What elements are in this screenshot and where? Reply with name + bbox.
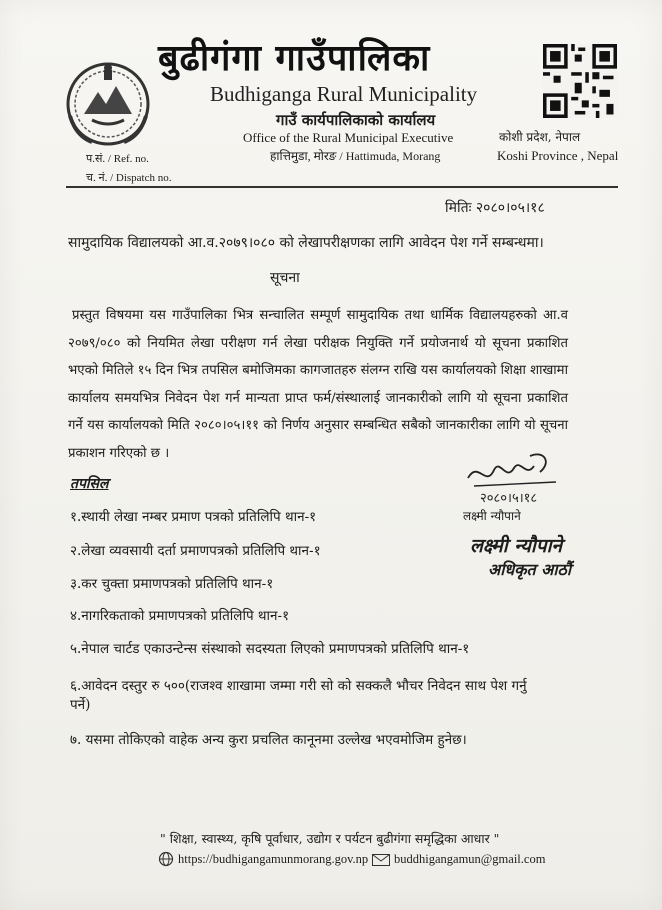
list-item: ३.कर चुक्ता प्रमाणपत्रको प्रतिलिपि थान-१ xyxy=(70,576,274,592)
list-heading: तपसिल xyxy=(70,476,109,492)
office-title-np: गाउँ कार्यपालिकाको कार्यालय xyxy=(276,111,436,129)
ref-number-label: प.सं. / Ref. no. xyxy=(86,153,149,165)
header-divider xyxy=(66,186,618,188)
nepal-emblem-icon xyxy=(62,56,154,148)
qr-code-icon[interactable] xyxy=(543,44,617,118)
globe-icon xyxy=(158,851,174,867)
stamp-designation: अधिकृत आठौं xyxy=(488,560,571,579)
footer-email-link[interactable]: buddhigangamun@gmail.com xyxy=(394,852,546,866)
province-en: Koshi Province , Nepal xyxy=(497,148,619,163)
municipality-title-en: Budhiganga Rural Municipality xyxy=(210,82,478,106)
letter-subject: सामुदायिक विद्यालयको आ.व.२०७९।०८० को लेखापरीक्षणका लागि आवेदन पेश गर्ने सम्बन्धमा। xyxy=(68,235,544,251)
letter-date: मितिः २०८०।०५।१८ xyxy=(445,200,545,216)
province-np: कोशी प्रदेश, नेपाल xyxy=(499,130,581,144)
list-item: २.लेखा व्यवसायी दर्ता प्रमाणपत्रको प्रतिलिपि थान-१ xyxy=(70,543,321,559)
dispatch-number-label: च. नं. / Dispatch no. xyxy=(86,172,172,184)
mail-icon xyxy=(372,854,390,866)
list-item: १.स्थायी लेखा नम्बर प्रमाण पत्रको प्रतिलिपि थान-१ xyxy=(70,509,317,525)
list-item: ४.नागरिकताको प्रमाणपत्रको प्रतिलिपि थान-१ xyxy=(70,608,290,624)
list-item: ५.नेपाल चार्टड एकाउन्टेन्स संस्थाको सदस्यता लिएको प्रमाणपत्रको प्रतिलिपि थान-१ xyxy=(70,641,470,657)
office-title-en: Office of the Rural Municipal Executive xyxy=(243,130,454,145)
signature-icon xyxy=(460,448,570,508)
municipality-title-np: बुढीगंगा गाउँपालिका xyxy=(158,37,431,79)
footer-motto: " शिक्षा, स्वास्थ्य, कृषि पूर्वाधार, उद्योग र पर्यटन बुढीगंगा समृद्धिका आधार " xyxy=(160,831,500,846)
notice-heading: सूचना xyxy=(270,270,300,286)
office-address: हात्तिमुडा, मोरङ / Hattimuda, Morang xyxy=(270,149,441,163)
notice-body-text: प्रस्तुत विषयमा यस गाउँपालिका भित्र सन्चालित सम्पूर्ण सामुदायिक तथा धार्मिक विद्यालयहरुको आ.व २०७९/०८० को नियमित लेखा परीक्षण गर्न लेखा परीक्षक नियुक्ति गर्ने प्रयोजनार्थ यो सूचना प्रकाशित भएको मितिले १५ दिन भित्र तपसिल बमोजिमका कागजातहरु संलग्न राखि यस कार्यालयको शिक्षा शाखामा कार्यालय समयभित्र निवेदन पेश गर्न मान्यता प्राप्त फर्म/संस्थालाई जानकारीको लागि यो सूचना प्रकाशित गर्ने यस कार्यालयको मिति २०८०।०५।११ को निर्णय अनुसार सम्बन्धित सबैको जानकारीका लागि यो सूचना प्रकाशन गरिएको छ । xyxy=(68,308,568,461)
footer-website-link[interactable]: https://budhigangamunmorang.gov.np xyxy=(178,852,369,866)
signatory-name: लक्ष्मी न्यौपाने xyxy=(463,509,521,523)
notice-body xyxy=(68,302,568,467)
stamp-name: लक्ष्मी न्यौपाने xyxy=(470,535,563,557)
list-item: ६.आवेदन दस्तुर रु ५००(राजश्व शाखामा जम्मा गरी सो को सक्कलै भौचर निवेदन साथ पेश गर्नु पर्ने) xyxy=(70,678,527,713)
signature-date: २०८०।५।१८ xyxy=(480,491,538,506)
list-item: ७. यसमा तोकिएको वाहेक अन्य कुरा प्रचलित कानूनमा उल्लेख भएवमोजिम हुनेछ। xyxy=(70,732,467,748)
